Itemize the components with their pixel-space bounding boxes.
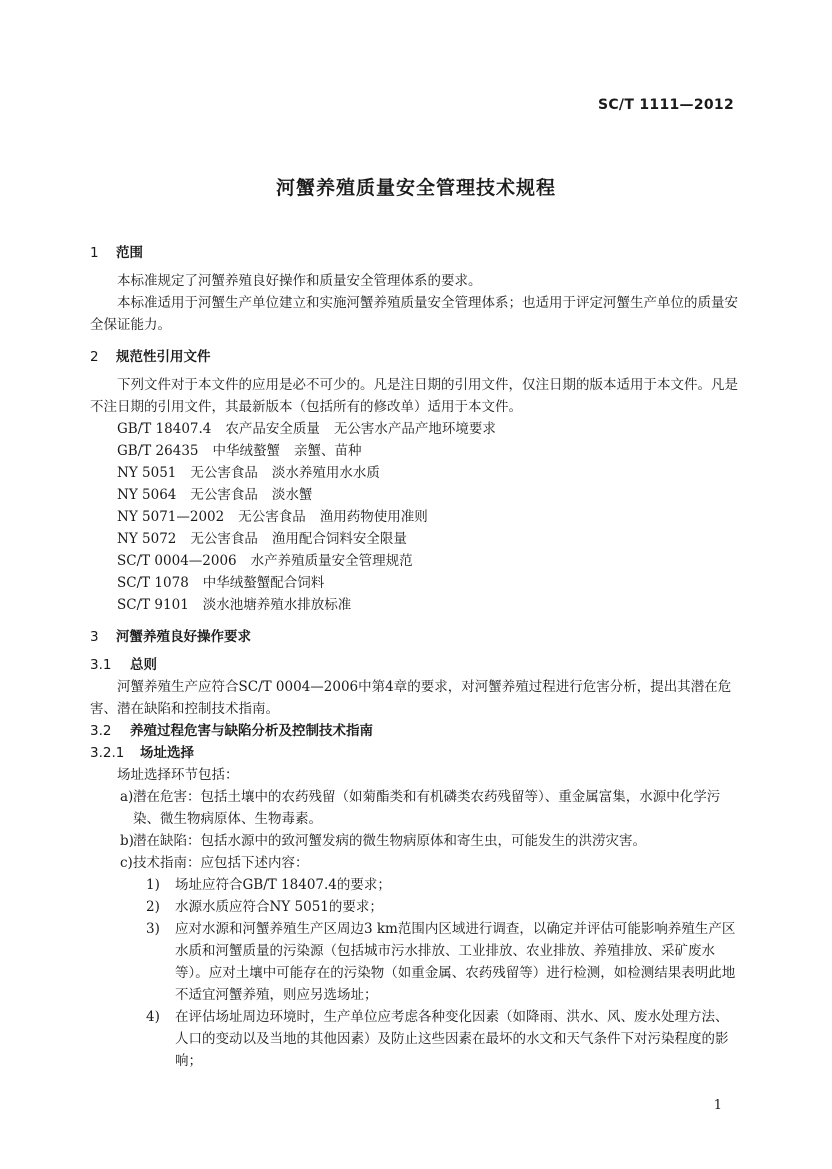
list-item — [90, 852, 740, 874]
section-2-heading — [90, 346, 740, 368]
section-title: 范围 — [116, 245, 143, 261]
reference-code: NY 5071—2002 — [117, 509, 225, 525]
reference-item — [90, 550, 740, 572]
reference-name: 淡水池塘养殖水排放标准 — [202, 597, 352, 613]
document-body — [90, 236, 740, 1072]
paragraph: 场址选择环节包括： — [117, 767, 239, 783]
reference-subtitle: 渔用药物使用准则 — [319, 509, 428, 525]
reference-subtitle: 亲蟹、苗种 — [294, 443, 362, 459]
list-item — [90, 1006, 740, 1072]
reference-item — [90, 484, 740, 506]
section-title: 养殖过程危害与缺陷分析及控制技术指南 — [130, 723, 373, 739]
section-number: 1 — [90, 245, 99, 261]
section-number: 2 — [90, 349, 99, 365]
lettered-list — [90, 786, 740, 1072]
reference-name: 农产品安全质量 — [225, 421, 320, 437]
list-item-text: 潜在危害：包括土壤中的农药残留（如菊酯类和有机磷类农药残留等）、重金属富集，水源中化学污染、微生物病原体、生物毒素。 — [133, 789, 721, 827]
section-number: 3.2.1 — [90, 745, 125, 761]
reference-name: 无公害食品 — [238, 509, 306, 525]
reference-code: NY 5051 — [117, 465, 177, 481]
section-title: 河蟹养殖良好操作要求 — [116, 629, 251, 645]
list-item — [90, 896, 740, 918]
list-item-text: 应对水源和河蟹养殖生产区周边3 km范围内区域进行调查，以确定并评估可能影响养殖生产区水质和河蟹质量的污染源（包括城市污水排放、工业排放、农业排放、养殖排放、采矿废水等）。应对土壤中可能存在的污染物（如重金属、农药残留等）进行检测，如检测结果表明此地不适宜河蟹养殖，则应另选场址； — [175, 921, 736, 1003]
reference-subtitle: 无公害水产品产地环境要求 — [333, 421, 496, 437]
reference-item — [90, 594, 740, 616]
list-marker: c) — [120, 855, 133, 871]
reference-subtitle: 渔用配合饲料安全限量 — [271, 531, 407, 547]
reference-list — [90, 418, 740, 616]
paragraph: 河蟹养殖生产应符合SC/T 0004—2006中第4章的要求，对河蟹养殖过程进行危害分析，提出其潜在危害、潜在缺陷和控制技术指南。 — [90, 679, 732, 717]
paragraph: 本标准规定了河蟹养殖良好操作和质量安全管理体系的要求。 — [117, 273, 482, 289]
list-marker: 1) — [146, 877, 160, 893]
reference-name: 无公害食品 — [190, 531, 258, 547]
reference-item — [90, 440, 740, 462]
document-title: 河蟹养殖质量安全管理技术规程 — [275, 177, 556, 199]
section-3-2-heading — [90, 720, 740, 742]
list-item — [90, 874, 740, 896]
list-marker: b) — [120, 833, 134, 849]
reference-subtitle: 淡水蟹 — [271, 487, 313, 503]
section-3-heading — [90, 626, 740, 648]
reference-code: SC/T 1078 — [117, 575, 189, 591]
list-item-text: 水源水质应符合NY 5051的要求； — [175, 899, 383, 915]
section-number: 3.2 — [90, 723, 112, 739]
reference-item — [90, 506, 740, 528]
reference-code: GB/T 26435 — [117, 443, 199, 459]
list-item — [90, 830, 740, 852]
list-marker: 4) — [146, 1009, 160, 1025]
standard-code: SC/T 1111—2012 — [597, 97, 734, 113]
section-number: 3.1 — [90, 657, 112, 673]
reference-name: 中华绒螯蟹配合饲料 — [202, 575, 325, 591]
section-number: 3 — [90, 629, 99, 645]
list-marker: 2) — [146, 899, 160, 915]
reference-item — [90, 528, 740, 550]
list-item-text: 技术指南：应包括下述内容： — [133, 855, 309, 871]
section-title: 场址选择 — [140, 745, 194, 761]
page-number: 1 — [713, 1098, 722, 1113]
reference-name: 无公害食品 — [190, 465, 258, 481]
list-marker: a) — [120, 789, 134, 805]
reference-name: 中华绒螯蟹 — [212, 443, 280, 459]
reference-item — [90, 462, 740, 484]
reference-name: 无公害食品 — [190, 487, 258, 503]
section-title: 总则 — [130, 657, 157, 673]
numbered-sublist — [90, 874, 740, 1072]
reference-code: NY 5072 — [117, 531, 177, 547]
section-1-heading — [90, 242, 740, 264]
reference-code: GB/T 18407.4 — [117, 421, 212, 437]
list-item — [90, 786, 740, 830]
reference-name: 水产养殖质量安全管理规范 — [250, 553, 413, 569]
reference-code: NY 5064 — [117, 487, 177, 503]
section-3-1-heading — [90, 654, 740, 676]
paragraph: 下列文件对于本文件的应用是必不可少的。凡是注日期的引用文件，仅注日期的版本适用于本文件。凡是不注日期的引用文件，其最新版本（包括所有的修改单）适用于本文件。 — [90, 377, 738, 415]
list-marker: 3) — [146, 921, 160, 937]
reference-subtitle: 淡水养殖用水水质 — [271, 465, 380, 481]
reference-item — [90, 572, 740, 594]
reference-code: SC/T 9101 — [117, 597, 189, 613]
section-title: 规范性引用文件 — [116, 349, 211, 365]
list-item-text: 潜在缺陷：包括水源中的致河蟹发病的微生物病原体和寄生虫，可能发生的洪涝灾害。 — [133, 833, 646, 849]
list-item-text: 在评估场址周边环境时，生产单位应考虑各种变化因素（如降雨、洪水、风、废水处理方法、人口的变动以及当地的其他因素）及防止这些因素在最坏的水文和天气条件下对污染程度的影响； — [175, 1009, 729, 1069]
paragraph: 本标准适用于河蟹生产单位建立和实施河蟹养殖质量安全管理体系；也适用于评定河蟹生产单位的质量安全保证能力。 — [90, 295, 738, 333]
list-item — [90, 918, 740, 1006]
reference-code: SC/T 0004—2006 — [117, 553, 237, 569]
reference-item — [90, 418, 740, 440]
list-item-text: 场址应符合GB/T 18407.4的要求； — [175, 877, 391, 893]
section-3-2-1-heading — [90, 742, 740, 764]
